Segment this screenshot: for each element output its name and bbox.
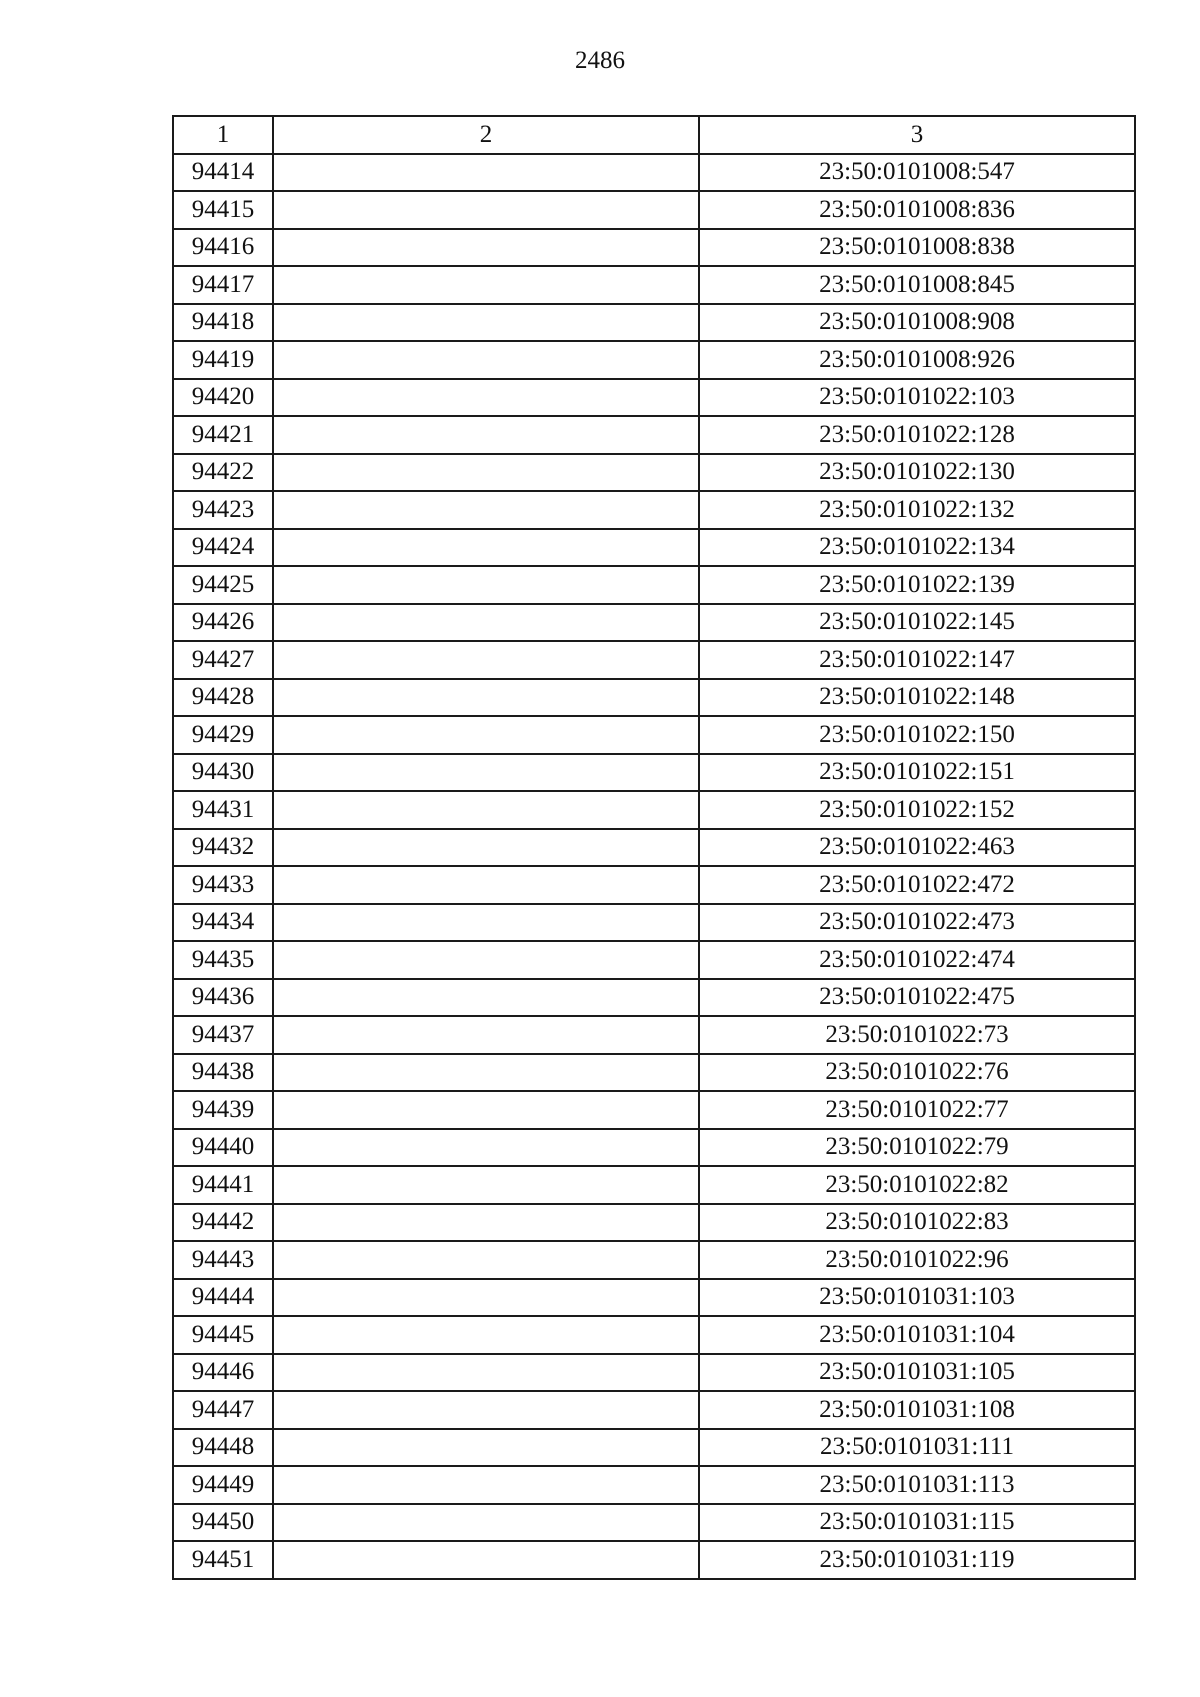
cadastral-number-cell: 23:50:0101022:130 [699, 454, 1135, 492]
table-row [173, 904, 1135, 942]
cadastral-number-cell: 23:50:0101022:132 [699, 491, 1135, 529]
cadastral-number-cell: 23:50:0101008:547 [699, 154, 1135, 192]
row-number-cell: 94448 [173, 1429, 273, 1467]
table-row [173, 1129, 1135, 1167]
row-description-cell [273, 341, 699, 379]
row-description-cell [273, 1241, 699, 1279]
row-description-cell [273, 304, 699, 342]
row-number-cell: 94444 [173, 1279, 273, 1317]
row-number-cell: 94451 [173, 1541, 273, 1579]
table-row [173, 454, 1135, 492]
row-description-cell [273, 791, 699, 829]
cadastral-number-cell: 23:50:0101022:79 [699, 1129, 1135, 1167]
row-number-cell: 94416 [173, 229, 273, 267]
row-number-cell: 94435 [173, 941, 273, 979]
cadastral-number-cell: 23:50:0101022:103 [699, 379, 1135, 417]
cadastral-number-cell: 23:50:0101031:111 [699, 1429, 1135, 1467]
cadastral-number-cell: 23:50:0101022:474 [699, 941, 1135, 979]
row-number-cell: 94439 [173, 1091, 273, 1129]
row-number-cell: 94450 [173, 1504, 273, 1542]
row-description-cell [273, 1504, 699, 1542]
row-number-cell: 94447 [173, 1391, 273, 1429]
cadastral-number-cell: 23:50:0101022:96 [699, 1241, 1135, 1279]
page-number: 2486 [575, 47, 625, 74]
row-number-cell: 94427 [173, 641, 273, 679]
cadastral-number-cell: 23:50:0101022:83 [699, 1204, 1135, 1242]
row-description-cell [273, 1054, 699, 1092]
table-row [173, 1279, 1135, 1317]
cadastral-number-cell: 23:50:0101008:845 [699, 266, 1135, 304]
row-number-cell: 94431 [173, 791, 273, 829]
row-number-cell: 94443 [173, 1241, 273, 1279]
table-row [173, 1504, 1135, 1542]
row-description-cell [273, 1466, 699, 1504]
table-header-row [173, 116, 1135, 154]
row-number-cell: 94429 [173, 716, 273, 754]
table-row [173, 1354, 1135, 1392]
cadastral-number-cell: 23:50:0101031:103 [699, 1279, 1135, 1317]
row-description-cell [273, 979, 699, 1017]
row-number-cell: 94425 [173, 566, 273, 604]
cadastral-number-cell: 23:50:0101022:152 [699, 791, 1135, 829]
row-number-cell: 94438 [173, 1054, 273, 1092]
table-row [173, 866, 1135, 904]
row-description-cell [273, 1541, 699, 1579]
cadastral-number-cell: 23:50:0101022:77 [699, 1091, 1135, 1129]
cadastral-number-cell: 23:50:0101022:475 [699, 979, 1135, 1017]
table-row [173, 379, 1135, 417]
table-row [173, 1391, 1135, 1429]
cadastral-number-cell: 23:50:0101022:139 [699, 566, 1135, 604]
row-number-cell: 94424 [173, 529, 273, 567]
cadastral-number-cell: 23:50:0101022:76 [699, 1054, 1135, 1092]
row-description-cell [273, 679, 699, 717]
cadastral-number-cell: 23:50:0101031:108 [699, 1391, 1135, 1429]
table-row [173, 1541, 1135, 1579]
table-row [173, 491, 1135, 529]
table-row [173, 979, 1135, 1017]
table-row [173, 1166, 1135, 1204]
row-description-cell [273, 416, 699, 454]
row-number-cell: 94430 [173, 754, 273, 792]
cadastral-number-cell: 23:50:0101008:908 [699, 304, 1135, 342]
cadastral-number-cell: 23:50:0101022:147 [699, 641, 1135, 679]
row-number-cell: 94428 [173, 679, 273, 717]
table-row [173, 529, 1135, 567]
row-description-cell [273, 716, 699, 754]
row-description-cell [273, 641, 699, 679]
row-number-cell: 94417 [173, 266, 273, 304]
table-row [173, 1466, 1135, 1504]
table-row [173, 229, 1135, 267]
cadastral-number-cell: 23:50:0101022:151 [699, 754, 1135, 792]
cadastral-number-cell: 23:50:0101031:119 [699, 1541, 1135, 1579]
row-number-cell: 94420 [173, 379, 273, 417]
row-number-cell: 94436 [173, 979, 273, 1017]
cadastral-number-cell: 23:50:0101022:463 [699, 829, 1135, 867]
row-description-cell [273, 491, 699, 529]
cadastral-number-cell: 23:50:0101008:838 [699, 229, 1135, 267]
row-number-cell: 94437 [173, 1016, 273, 1054]
row-number-cell: 94449 [173, 1466, 273, 1504]
row-number-cell: 94445 [173, 1316, 273, 1354]
table-row [173, 1204, 1135, 1242]
row-description-cell [273, 1204, 699, 1242]
row-number-cell: 94442 [173, 1204, 273, 1242]
row-description-cell [273, 1166, 699, 1204]
column-header-3: 3 [699, 116, 1135, 154]
registry-table [172, 115, 1136, 1580]
table-row [173, 679, 1135, 717]
row-description-cell [273, 604, 699, 642]
row-description-cell [273, 1391, 699, 1429]
row-number-cell: 94446 [173, 1354, 273, 1392]
table-row [173, 341, 1135, 379]
row-description-cell [273, 229, 699, 267]
table-row [173, 941, 1135, 979]
table-row [173, 304, 1135, 342]
row-description-cell [273, 566, 699, 604]
row-description-cell [273, 1316, 699, 1354]
cadastral-number-cell: 23:50:0101031:104 [699, 1316, 1135, 1354]
row-description-cell [273, 1354, 699, 1392]
row-description-cell [273, 904, 699, 942]
cadastral-number-cell: 23:50:0101008:926 [699, 341, 1135, 379]
cadastral-number-cell: 23:50:0101022:145 [699, 604, 1135, 642]
row-description-cell [273, 266, 699, 304]
table-row [173, 1316, 1135, 1354]
row-number-cell: 94441 [173, 1166, 273, 1204]
row-description-cell [273, 866, 699, 904]
row-description-cell [273, 1429, 699, 1467]
row-description-cell [273, 191, 699, 229]
row-number-cell: 94440 [173, 1129, 273, 1167]
cadastral-number-cell: 23:50:0101022:73 [699, 1016, 1135, 1054]
table-row [173, 604, 1135, 642]
column-header-1: 1 [173, 116, 273, 154]
row-description-cell [273, 829, 699, 867]
column-header-2: 2 [273, 116, 699, 154]
cadastral-number-cell: 23:50:0101031:115 [699, 1504, 1135, 1542]
row-number-cell: 94419 [173, 341, 273, 379]
row-description-cell [273, 379, 699, 417]
cadastral-number-cell: 23:50:0101031:113 [699, 1466, 1135, 1504]
cadastral-number-cell: 23:50:0101022:473 [699, 904, 1135, 942]
cadastral-number-cell: 23:50:0101022:128 [699, 416, 1135, 454]
table-row [173, 1054, 1135, 1092]
table-row [173, 1241, 1135, 1279]
row-number-cell: 94426 [173, 604, 273, 642]
row-number-cell: 94433 [173, 866, 273, 904]
row-number-cell: 94421 [173, 416, 273, 454]
table-row [173, 641, 1135, 679]
table-row [173, 266, 1135, 304]
row-description-cell [273, 1016, 699, 1054]
table-row [173, 566, 1135, 604]
row-number-cell: 94432 [173, 829, 273, 867]
cadastral-number-cell: 23:50:0101022:150 [699, 716, 1135, 754]
row-description-cell [273, 754, 699, 792]
row-number-cell: 94414 [173, 154, 273, 192]
row-description-cell [273, 454, 699, 492]
table-row [173, 716, 1135, 754]
row-number-cell: 94422 [173, 454, 273, 492]
row-description-cell [273, 529, 699, 567]
table-row [173, 154, 1135, 192]
table-body [173, 116, 1135, 1579]
table-row [173, 791, 1135, 829]
table-row [173, 1429, 1135, 1467]
row-number-cell: 94418 [173, 304, 273, 342]
row-description-cell [273, 154, 699, 192]
cadastral-number-cell: 23:50:0101022:148 [699, 679, 1135, 717]
row-number-cell: 94434 [173, 904, 273, 942]
table-row [173, 191, 1135, 229]
row-description-cell [273, 1129, 699, 1167]
row-number-cell: 94415 [173, 191, 273, 229]
row-number-cell: 94423 [173, 491, 273, 529]
table-row [173, 1016, 1135, 1054]
cadastral-number-cell: 23:50:0101022:472 [699, 866, 1135, 904]
table-row [173, 754, 1135, 792]
cadastral-number-cell: 23:50:0101022:134 [699, 529, 1135, 567]
row-description-cell [273, 1279, 699, 1317]
row-description-cell [273, 941, 699, 979]
cadastral-number-cell: 23:50:0101008:836 [699, 191, 1135, 229]
cadastral-number-cell: 23:50:0101031:105 [699, 1354, 1135, 1392]
cadastral-number-cell: 23:50:0101022:82 [699, 1166, 1135, 1204]
table-row [173, 416, 1135, 454]
table-row [173, 829, 1135, 867]
table-row [173, 1091, 1135, 1129]
row-description-cell [273, 1091, 699, 1129]
